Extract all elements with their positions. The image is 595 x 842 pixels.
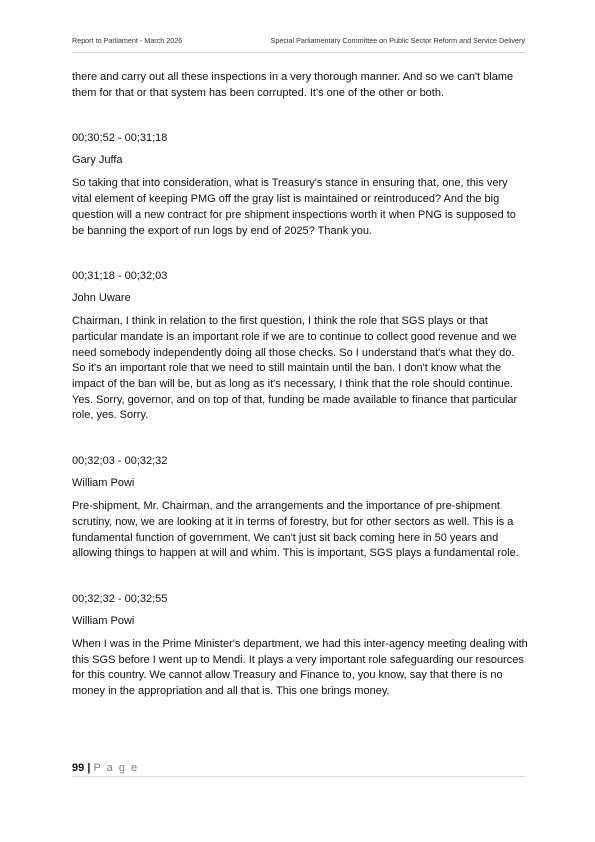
header-report-title: Report to Parliament - March 2026	[72, 36, 183, 45]
transcript-section	[72, 593, 528, 700]
timestamp: 00;32;32 - 00;32;55	[72, 592, 168, 605]
header-divider	[72, 52, 525, 53]
speech-text: When I was in the Prime Minister's department, we had this inter-agency meeting dealing with this SGS before I went up to Mendi. It plays a very important role safeguarding our resources for this country. We cannot allow Treasury and Finance to, you know, say that there is no money in the appropriation and all that is. This one brings money.	[72, 637, 528, 698]
footer-separator: |	[87, 762, 91, 774]
transcript-section	[72, 132, 528, 239]
speaker-name: William Powi	[72, 477, 135, 490]
footer-divider	[72, 776, 525, 777]
header-committee-name: Special Parliamentary Committee on Public Sector Reform and Service Delivery	[270, 36, 525, 45]
speaker-name: Gary Juffa	[72, 154, 123, 167]
page-footer	[72, 762, 525, 774]
timestamp: 00;31;18 - 00;32;03	[72, 270, 168, 283]
speaker-name: William Powi	[72, 614, 135, 627]
transcript-section	[72, 270, 528, 424]
transcript-body	[72, 70, 528, 700]
speech-text: So taking that into consideration, what is Treasury's stance in ensuring that, one, this very vital element of keeping PMG off the gray list is maintained or reintroduced? And the big question will a new contract for pre shipment inspections worth it when PNG is supposed to be banning the export of run logs by end of 2025? Thank you.	[72, 177, 516, 237]
timestamp: 00;30;52 - 00;31;18	[72, 132, 168, 145]
page-label: P a g e	[93, 762, 139, 774]
page-number: 99	[72, 762, 85, 774]
transcript-section	[72, 455, 528, 562]
speaker-name: John Uware	[72, 292, 131, 305]
timestamp: 00;32;03 - 00;32;32	[72, 455, 168, 468]
intro-paragraph: there and carry out all these inspections in a very thorough manner. And so we can't blame them for that or that system has been corrupted. It's one of the other or both.	[72, 71, 514, 99]
speech-text: Chairman, I think in relation to the first question, I think the role that SGS plays or that particular mandate is an important role if we are to continue to collect good revenue and we need somebody independently doing all those checks. So I understand that's what they do. So it's an important role that we need to still maintain until the ban. I don't know what the impact of the ban will be, but as long as it's necessary, I think that the role should continue. Yes. Sorry, governor, and on top of that, funding be made available to finance that particular role, yes. Sorry.	[72, 315, 518, 422]
speech-text: Pre-shipment, Mr. Chairman, and the arrangements and the importance of pre-shipment scrutiny, now, we are looking at it in terms of forestry, but for other sectors as well. This is a fundamental function of government. We can't just sit back coming here in 50 years and allowing things to happen at will and whim. This is important, SGS plays a fundamental role.	[72, 500, 519, 560]
